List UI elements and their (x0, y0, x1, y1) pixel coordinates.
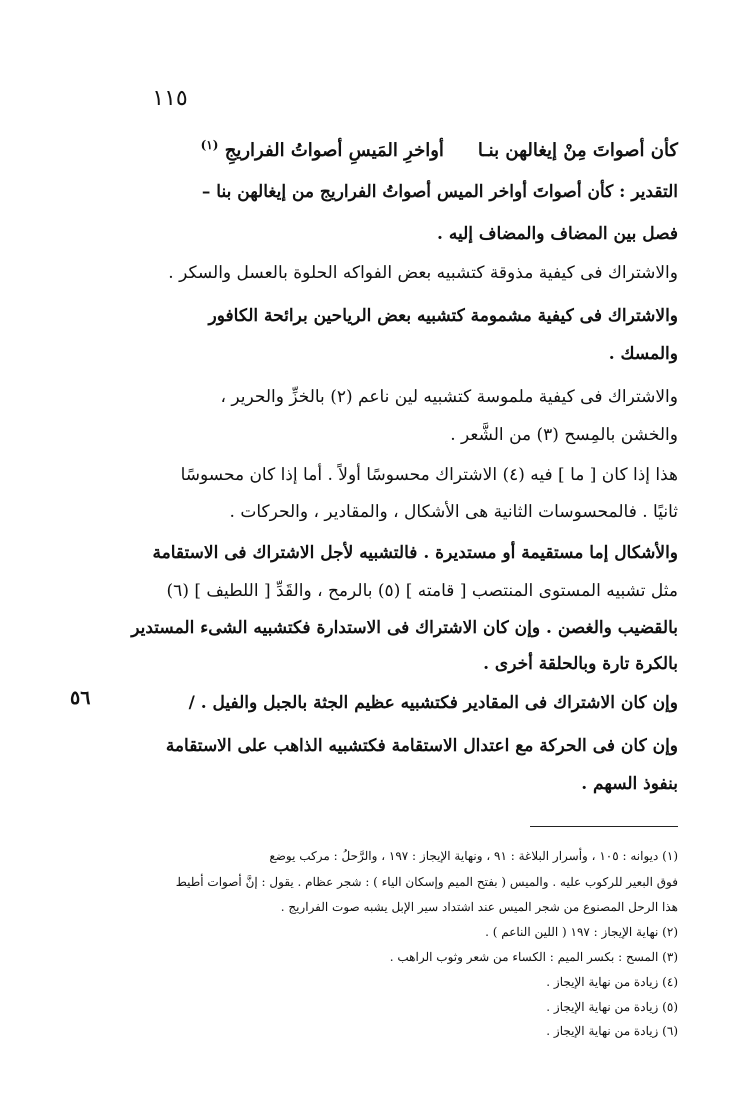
footnote-line: (١) ديوانه : ١٠٥ ، وأسرار البلاغة : ٩١ ، ونهاية الإيجاز : ١٩٧ ، والرَّحلُ : مركب يوضع (269, 849, 678, 863)
footnote-line: (٣) المسح : بكسر الميم : الكساء من شعر وثوب الراهب . (389, 950, 678, 964)
footnote-line: (٥) زيادة من نهاية الإيجاز . (546, 1000, 678, 1014)
text-line: والاشتراك فى كيفية مشمومة كتشبيه بعض الرياحين برائحة الكافور (208, 306, 678, 326)
text-line: والمسك . (608, 344, 678, 364)
text-line: بنفوذ السهم . (581, 774, 678, 794)
text-line: فصل بين المضاف والمضاف إليه . (437, 224, 678, 244)
footnote-line: (٦) زيادة من نهاية الإيجاز . (546, 1024, 678, 1038)
text-line: مثل تشبيه المستوى المنتصب [ قامته ] (٥) بالرمح ، والقَدِّ [ اللطيف ] (٦) (166, 581, 678, 601)
text-line: بالكرة تارة وبالحلقة أخرى . (483, 654, 678, 674)
footnote-line: (٤) زيادة من نهاية الإيجاز . (546, 975, 678, 989)
margin-page-number: ٥٦ (70, 687, 91, 709)
text-line: والاشتراك فى كيفية ملموسة كتشبيه لين ناعم (٢) بالخزِّ والحرير ، (220, 387, 678, 407)
footnote-line: فوق البعير للركوب عليه . والميس ( بفتح الميم وإسكان الياء ) : شجر عظام . يقول : إنَّ أصوات أطيط (175, 875, 678, 889)
text-line: والخشن بالمِسح (٣) من الشَّعر . (450, 425, 678, 445)
footnote-line: (٢) نهاية الإيجاز : ١٩٧ ( اللين الناعم ) . (485, 925, 678, 939)
text-line: ثانيًا . فالمحسوسات الثانية هى الأشكال ، والمقادير ، والحركات . (229, 502, 678, 522)
text-line: وإن كان الاشتراك فى المقادير فكتشبيه عظيم الجثة بالجبل والفيل . / (188, 693, 678, 713)
footnote-line: هذا الرحل المصنوع من شجر الميس عند اشتداد سير الإبل يشبه صوت الفراريج . (280, 900, 678, 914)
verse-second-hemistich: أواخرِ المَيسِ أصواتُ الفراريجِ (224, 140, 444, 161)
text-line: التقدير : كأن أصواتَ أواخر الميس أصواتُ الفراريج من إيغالهن بنا – (201, 182, 678, 202)
footnote-divider (530, 826, 678, 827)
poetry-verse (201, 138, 678, 161)
verse-footnote-ref: (١) (200, 138, 219, 152)
text-line: والأشكال إما مستقيمة أو مستديرة . فالتشبيه لأجل الاشتراك فى الاستقامة (152, 543, 678, 563)
text-line: والاشتراك فى كيفية مذوقة كتشبيه بعض الفواكه الحلوة بالعسل والسكر . (168, 263, 678, 283)
verse-first-hemistich: كأن أصواتَ مِنْ إيغالهن بنـا (477, 140, 678, 161)
page-number: ١١٥ (152, 86, 188, 111)
text-line: بالقضيب والغصن . وإن كان الاشتراك فى الاستدارة فكتشبيه الشىء المستدير (131, 618, 678, 638)
text-line: وإن كان فى الحركة مع اعتدال الاستقامة فكتشبيه الذاهب على الاستقامة (165, 736, 678, 756)
text-line: هذا إذا كان [ ما ] فيه (٤) الاشتراك محسوسًا أولاً . أما إذا كان محسوسًا (180, 465, 678, 485)
